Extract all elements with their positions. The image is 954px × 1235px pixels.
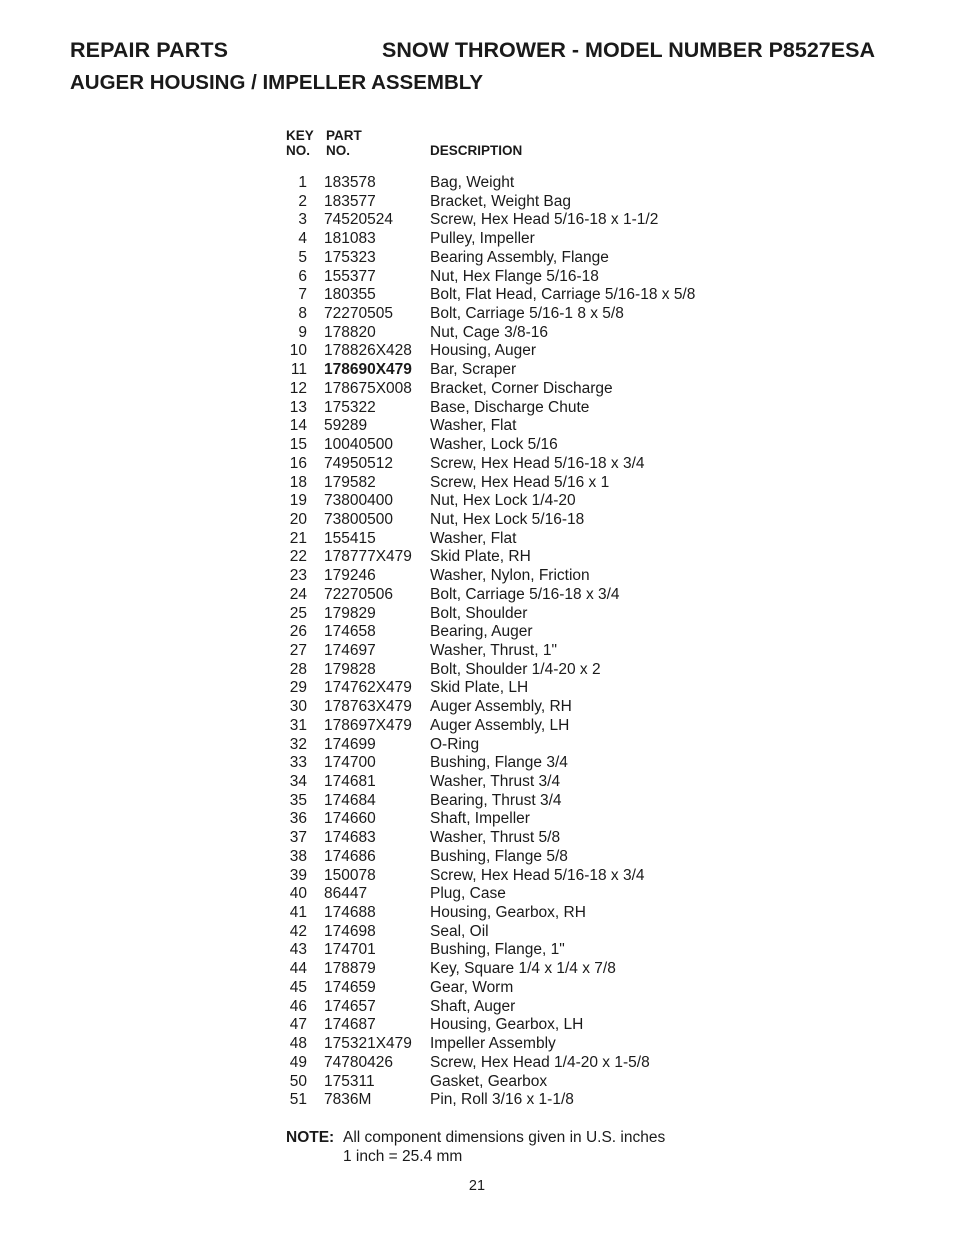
part-number: 174660 — [324, 810, 376, 828]
part-number: 174681 — [324, 773, 376, 790]
part-number: 178690X479 — [324, 361, 412, 379]
key-number: 41 — [289, 904, 307, 922]
key-number: 28 — [289, 660, 307, 678]
part-number: 155415 — [324, 529, 376, 547]
key-number: 45 — [289, 978, 307, 996]
part-number: 178820 — [324, 323, 376, 341]
key-number: 2 — [298, 192, 307, 210]
part-description: Bolt, Carriage 5/16-18 x 3/4 — [430, 585, 620, 603]
key-number: 7 — [298, 286, 307, 304]
part-number: 72270506 — [324, 585, 393, 603]
part-number: 174697 — [324, 641, 376, 659]
key-number: 32 — [289, 735, 307, 753]
key-number: 38 — [289, 847, 307, 865]
part-number: 72270505 — [324, 305, 393, 323]
key-number: 43 — [289, 941, 307, 959]
part-number: 174698 — [324, 922, 376, 940]
part-no-header — [326, 128, 362, 158]
part-number: 174658 — [324, 623, 376, 641]
part-number: 178879 — [324, 960, 376, 978]
part-number: 74780426 — [324, 1053, 393, 1071]
key-number: 14 — [289, 417, 307, 435]
model-number: P8527ESA — [768, 38, 875, 62]
part-description: Bolt, Carriage 5/16-1 8 x 5/8 — [430, 305, 624, 323]
part-description: Bolt, Shoulder — [430, 604, 528, 622]
part-description: Bracket, Corner Discharge — [430, 379, 613, 397]
assembly-title: AUGER HOUSING / IMPELLER ASSEMBLY — [70, 71, 484, 94]
part-header-line2: NO. — [326, 143, 351, 158]
part-description: Pin, Roll 3/16 x 1-1/8 — [430, 1091, 574, 1109]
product-title — [382, 38, 875, 63]
product-title-prefix: SNOW THROWER - MODEL NUMBER — [382, 38, 769, 62]
key-number: 13 — [289, 398, 307, 416]
key-number: 40 — [289, 885, 307, 903]
part-number: 180355 — [324, 286, 376, 304]
key-number: 22 — [289, 548, 307, 566]
key-number: 44 — [289, 960, 307, 978]
part-description: Auger Assembly, LH — [430, 716, 570, 734]
key-number: 30 — [289, 698, 307, 716]
key-number: 9 — [298, 323, 307, 341]
part-number: 174701 — [324, 941, 376, 959]
part-number: 150078 — [324, 866, 376, 884]
description-header: DESCRIPTION — [430, 143, 523, 158]
key-number: 18 — [289, 473, 307, 491]
part-description: Key, Square 1/4 x 1/4 x 7/8 — [430, 960, 616, 978]
key-number: 37 — [289, 829, 307, 847]
part-description: Skid Plate, RH — [430, 548, 531, 566]
part-number: 179582 — [324, 473, 376, 491]
part-description: Impeller Assembly — [430, 1035, 556, 1053]
key-number: 4 — [298, 230, 307, 248]
part-description: Washer, Thrust, 1" — [430, 641, 557, 659]
part-number: 86447 — [324, 885, 368, 903]
key-number: 51 — [289, 1091, 307, 1109]
key-number: 11 — [290, 361, 307, 379]
part-description: Washer, Lock 5/16 — [430, 436, 558, 454]
key-number: 42 — [289, 922, 307, 940]
part-number: 10040500 — [324, 436, 393, 454]
key-number: 39 — [289, 866, 307, 884]
key-number: 1 — [298, 174, 307, 191]
note-label: NOTE: — [286, 1129, 335, 1146]
part-number: 178763X479 — [324, 698, 412, 716]
key-number: 12 — [289, 379, 307, 397]
part-number: 175311 — [324, 1072, 375, 1090]
part-description: Nut, Hex Lock 5/16-18 — [430, 510, 585, 528]
key-number: 49 — [289, 1053, 307, 1071]
key-header-line2: NO. — [286, 143, 311, 158]
part-number: 174762X479 — [324, 679, 412, 697]
part-description: Skid Plate, LH — [430, 679, 529, 697]
part-number: 178777X479 — [324, 548, 412, 566]
part-description: Washer, Thrust 3/4 — [430, 773, 561, 790]
part-description: Seal, Oil — [430, 922, 489, 940]
part-number: 74520524 — [324, 211, 393, 229]
part-description: Housing, Gearbox, LH — [430, 1016, 584, 1034]
part-number: 174684 — [324, 791, 376, 809]
part-description: Bracket, Weight Bag — [430, 192, 572, 210]
note-conversion: 1 inch = 25.4 mm — [343, 1148, 463, 1165]
part-description: Housing, Gearbox, RH — [430, 904, 586, 922]
part-description: Bearing Assembly, Flange — [430, 248, 609, 266]
key-number: 29 — [289, 679, 307, 697]
part-description: Screw, Hex Head 1/4-20 x 1-5/8 — [430, 1053, 650, 1071]
key-number: 23 — [289, 567, 307, 585]
key-no-header — [286, 128, 314, 158]
part-number: 174657 — [324, 997, 376, 1015]
part-number: 183578 — [324, 174, 376, 191]
part-description: Housing, Auger — [430, 342, 536, 360]
key-number: 5 — [298, 248, 307, 266]
part-description: Shaft, Impeller — [430, 810, 530, 828]
part-description: Bearing, Auger — [430, 623, 533, 641]
key-number: 50 — [289, 1072, 307, 1090]
key-number: 6 — [298, 267, 307, 285]
part-number: 155377 — [324, 267, 376, 285]
key-number: 24 — [289, 585, 307, 603]
part-description: Pulley, Impeller — [430, 230, 535, 248]
part-description: Base, Discharge Chute — [430, 398, 590, 416]
part-number: 178675X008 — [324, 379, 412, 397]
note-text: All component dimensions given in U.S. inches — [343, 1129, 666, 1146]
part-number: 174688 — [324, 904, 376, 922]
part-description: Bushing, Flange, 1" — [430, 941, 565, 959]
part-description: Screw, Hex Head 5/16-18 x 1-1/2 — [430, 211, 659, 229]
part-number: 175321X479 — [324, 1035, 412, 1053]
part-number: 174699 — [324, 735, 376, 753]
part-description: Auger Assembly, RH — [430, 698, 572, 716]
note-line1 — [286, 1128, 666, 1147]
key-number: 20 — [289, 510, 307, 528]
part-number: 183577 — [324, 192, 376, 210]
part-description: Washer, Nylon, Friction — [430, 567, 590, 585]
key-number: 8 — [298, 305, 307, 323]
part-description: Nut, Hex Lock 1/4-20 — [430, 492, 576, 510]
key-number: 31 — [289, 716, 307, 734]
part-description: Bearing, Thrust 3/4 — [430, 791, 562, 809]
key-number: 21 — [289, 529, 307, 547]
part-description: Washer, Flat — [430, 417, 517, 435]
part-description: Plug, Case — [430, 885, 506, 903]
part-description: Bag, Weight — [430, 174, 515, 191]
part-number: 181083 — [324, 230, 376, 248]
key-number: 36 — [289, 810, 307, 828]
key-number: 35 — [289, 791, 307, 809]
key-number: 25 — [289, 604, 307, 622]
key-number: 10 — [289, 342, 307, 360]
part-number: 174686 — [324, 847, 376, 865]
part-number: 59289 — [324, 417, 368, 435]
part-number: 7836M — [324, 1091, 372, 1109]
part-number: 179829 — [324, 604, 376, 622]
part-description: Screw, Hex Head 5/16-18 x 3/4 — [430, 454, 645, 472]
part-description: Washer, Flat — [430, 529, 517, 547]
part-number: 174659 — [324, 978, 376, 996]
part-number: 178697X479 — [324, 716, 412, 734]
key-number: 26 — [289, 623, 307, 641]
part-description: Washer, Thrust 5/8 — [430, 829, 561, 847]
page-number: 21 — [468, 1178, 486, 1194]
part-description: Bushing, Flange 5/8 — [430, 847, 568, 865]
part-number: 174687 — [324, 1016, 376, 1034]
part-number: 179246 — [324, 567, 376, 585]
key-number: 46 — [289, 997, 307, 1015]
part-number: 174683 — [324, 829, 376, 847]
part-description: Screw, Hex Head 5/16-18 x 3/4 — [430, 866, 645, 884]
part-description: O-Ring — [430, 735, 480, 753]
part-description: Screw, Hex Head 5/16 x 1 — [430, 473, 610, 491]
part-description: Bushing, Flange 3/4 — [430, 754, 568, 772]
key-number: 15 — [289, 436, 307, 454]
part-number: 175323 — [324, 248, 376, 266]
part-header-line1: PART — [326, 128, 362, 143]
key-number: 27 — [289, 641, 307, 659]
part-number: 73800500 — [324, 510, 393, 528]
part-number: 178826X428 — [324, 342, 412, 360]
part-number: 174700 — [324, 754, 376, 772]
key-number: 16 — [289, 454, 307, 472]
part-description: Gear, Worm — [430, 978, 514, 996]
key-number: 3 — [298, 211, 307, 229]
part-description: Nut, Hex Flange 5/16-18 — [430, 267, 599, 285]
key-number: 33 — [289, 754, 307, 772]
part-description: Bolt, Flat Head, Carriage 5/16-18 x 5/8 — [430, 286, 696, 304]
key-number: 47 — [289, 1016, 307, 1034]
part-number: 73800400 — [324, 492, 393, 510]
part-description: Bolt, Shoulder 1/4-20 x 2 — [430, 660, 601, 678]
key-number: 19 — [289, 492, 307, 510]
part-number: 175322 — [324, 398, 376, 416]
part-description: Nut, Cage 3/8-16 — [430, 323, 549, 341]
part-description: Gasket, Gearbox — [430, 1072, 548, 1090]
key-number: 34 — [289, 773, 307, 790]
part-number: 179828 — [324, 660, 376, 678]
key-number: 48 — [289, 1035, 307, 1053]
key-header-line1: KEY — [286, 128, 314, 143]
part-description: Shaft, Auger — [430, 997, 516, 1015]
section-title: REPAIR PARTS — [70, 38, 229, 62]
part-description: Bar, Scraper — [430, 361, 517, 379]
part-number: 74950512 — [324, 454, 393, 472]
